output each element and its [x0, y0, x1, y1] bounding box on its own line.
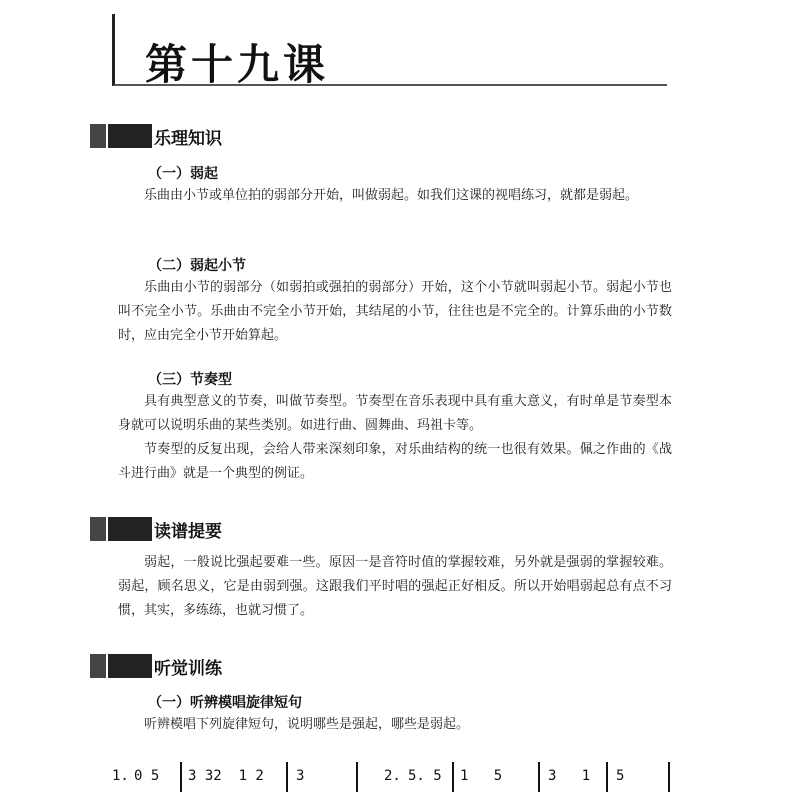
example-2-number: 2.	[384, 768, 401, 784]
paragraph-weak-start-measure: 乐曲由小节的弱部分（如弱拍或强拍的弱部分）开始，这个小节就叫弱起小节。弱起小节也叫不完全小节。乐曲由不完全小节开始，其结尾的小节，往往也是不完全的。计算乐曲的小节数时，应由完全小节开始算起。	[118, 280, 672, 343]
section-header-theory	[90, 124, 222, 148]
barline	[606, 762, 608, 792]
section-marker-icon	[90, 654, 152, 678]
subheading-rhythm-pattern: （三）节奏型	[148, 372, 232, 388]
barline	[452, 762, 454, 792]
title-bar	[112, 14, 667, 89]
example-2-measure-2: 3 1	[548, 768, 591, 784]
section-title-reading: 读谱提要	[154, 521, 222, 542]
example-1-measure-2: 3	[296, 768, 305, 784]
notation-row	[112, 762, 672, 796]
barline	[180, 762, 182, 792]
paragraph-weak-start: 乐曲由小节或单位拍的弱部分开始，叫做弱起。如我们这课的视唱练习，就都是弱起。	[144, 188, 639, 203]
barline	[356, 762, 358, 792]
barline	[668, 762, 670, 792]
section-title-listening: 听觉训练	[154, 658, 222, 679]
example-2-pickup: 5. 5	[408, 768, 442, 784]
paragraph-listening: 听辨模唱下列旋律短句，说明哪些是强起，哪些是弱起。	[144, 717, 470, 732]
subheading-weak-start-measure: （二）弱起小节	[148, 258, 246, 274]
paragraph-rhythm-pattern-1: 具有典型意义的节奏，叫做节奏型。节奏型在音乐表现中具有重大意义，有时单是节奏型本身就可以说明乐曲的某些类别。如进行曲、圆舞曲、玛祖卡等。	[118, 394, 672, 433]
example-1-pickup: 0 5	[134, 768, 160, 784]
subheading-weak-start: （一）弱起	[148, 166, 218, 182]
section-marker-icon	[90, 517, 152, 541]
example-2-measure-3: 5	[616, 768, 625, 784]
example-1-measure-1: 3 32 1 2	[188, 768, 264, 784]
paragraph-rhythm-pattern-2: 节奏型的反复出现，会给人带来深刻印象，对乐曲结构的统一也很有效果。佩之作曲的《战斗进行曲》就是一个典型的例证。	[118, 442, 672, 481]
section-marker-icon	[90, 124, 152, 148]
example-2-measure-1: 1 5	[460, 768, 503, 784]
paragraph-reading: 弱起，一般说比强起要难一些。原因一是音符时值的掌握较难，另外就是强弱的掌握较难。弱起，顾名思义，它是由弱到强。这跟我们平时唱的强起正好相反。所以开始唱弱起总有点不习惯，其实，多练练，也就习惯了。	[118, 555, 672, 618]
subheading-listening: （一）听辨模唱旋律短句	[148, 695, 302, 711]
barline	[286, 762, 288, 792]
section-header-reading	[90, 517, 222, 541]
barline	[538, 762, 540, 792]
example-1-number: 1.	[112, 768, 129, 784]
section-header-listening	[90, 654, 222, 678]
section-title-theory: 乐理知识	[154, 128, 222, 149]
page-title: 第十九课	[145, 40, 330, 89]
